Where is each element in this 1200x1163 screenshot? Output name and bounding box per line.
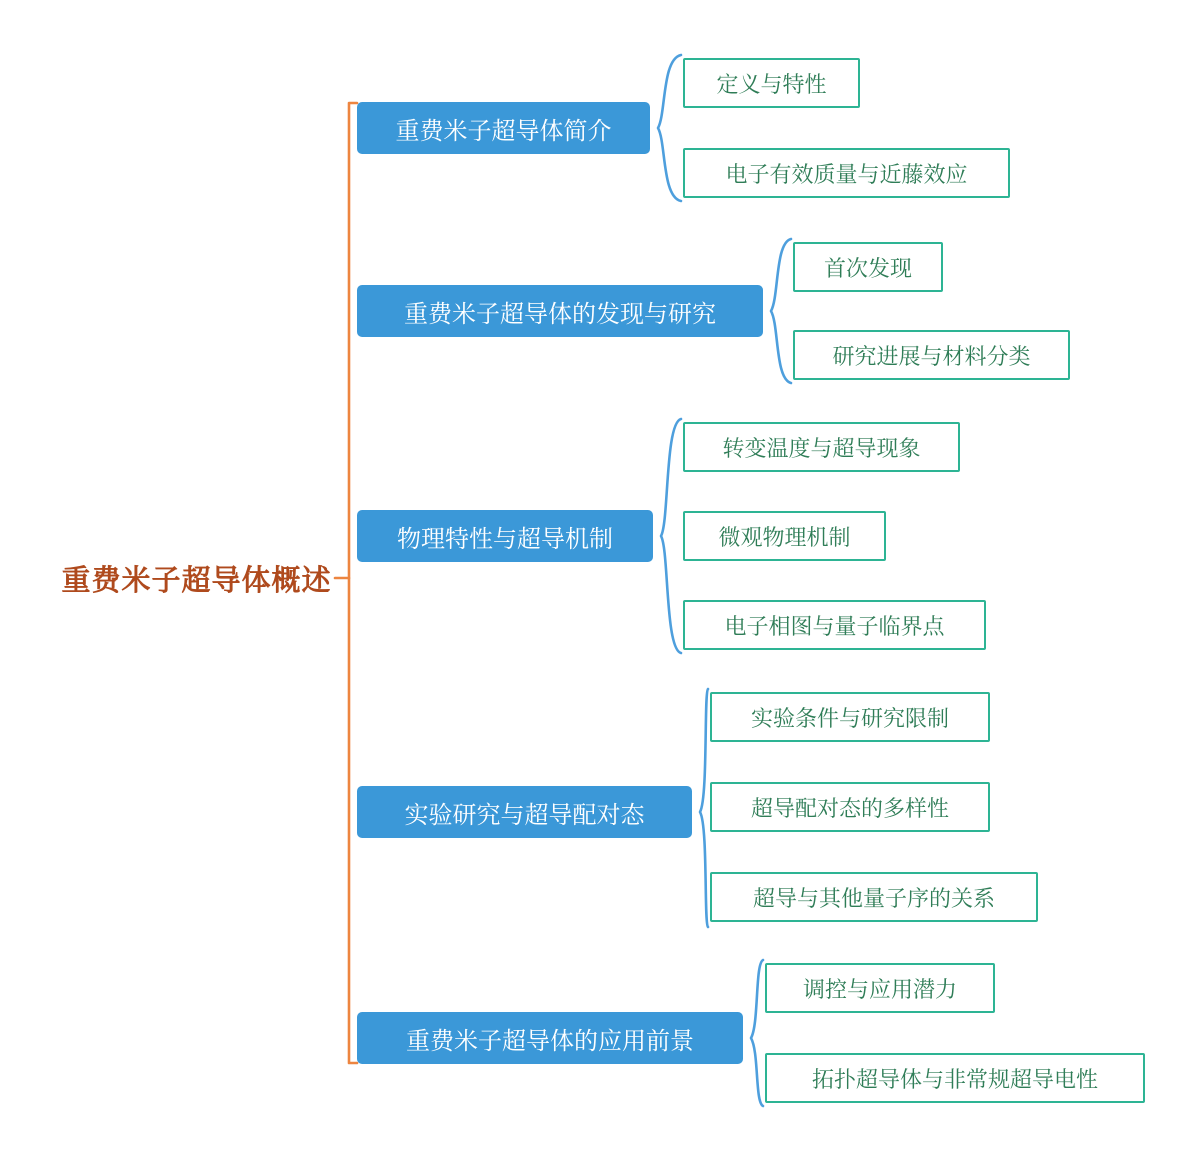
- leaf-node-5-2[interactable]: 拓扑超导体与非常规超导电性: [765, 1053, 1145, 1103]
- branch-node-5[interactable]: 重费米子超导体的应用前景: [357, 1012, 743, 1064]
- leaf-node-4-2[interactable]: 超导配对态的多样性: [710, 782, 990, 832]
- leaf-node-3-1[interactable]: 转变温度与超导现象: [683, 422, 960, 472]
- leaf-node-1-1[interactable]: 定义与特性: [683, 58, 860, 108]
- brace-branch-5: [751, 960, 763, 1106]
- leaf-node-2-1[interactable]: 首次发现: [793, 242, 943, 292]
- leaf-node-2-2[interactable]: 研究进展与材料分类: [793, 330, 1070, 380]
- leaf-node-1-2[interactable]: 电子有效质量与近藤效应: [683, 148, 1010, 198]
- leaf-node-3-2[interactable]: 微观物理机制: [683, 511, 886, 561]
- leaf-node-3-3[interactable]: 电子相图与量子临界点: [683, 600, 986, 650]
- leaf-node-4-1[interactable]: 实验条件与研究限制: [710, 692, 990, 742]
- brace-branch-3: [661, 419, 681, 653]
- brace-branch-1: [658, 55, 681, 201]
- branch-node-4[interactable]: 实验研究与超导配对态: [357, 786, 692, 838]
- root-branch-bracket: [349, 103, 357, 1063]
- branch-node-1[interactable]: 重费米子超导体简介: [357, 102, 650, 154]
- leaf-node-4-3[interactable]: 超导与其他量子序的关系: [710, 872, 1038, 922]
- root-node[interactable]: 重费米子超导体概述: [61, 564, 332, 597]
- brace-branch-2: [771, 239, 791, 383]
- leaf-node-5-1[interactable]: 调控与应用潜力: [765, 963, 995, 1013]
- branch-node-3[interactable]: 物理特性与超导机制: [357, 510, 653, 562]
- branch-node-2[interactable]: 重费米子超导体的发现与研究: [357, 285, 763, 337]
- brace-branch-4: [700, 689, 708, 927]
